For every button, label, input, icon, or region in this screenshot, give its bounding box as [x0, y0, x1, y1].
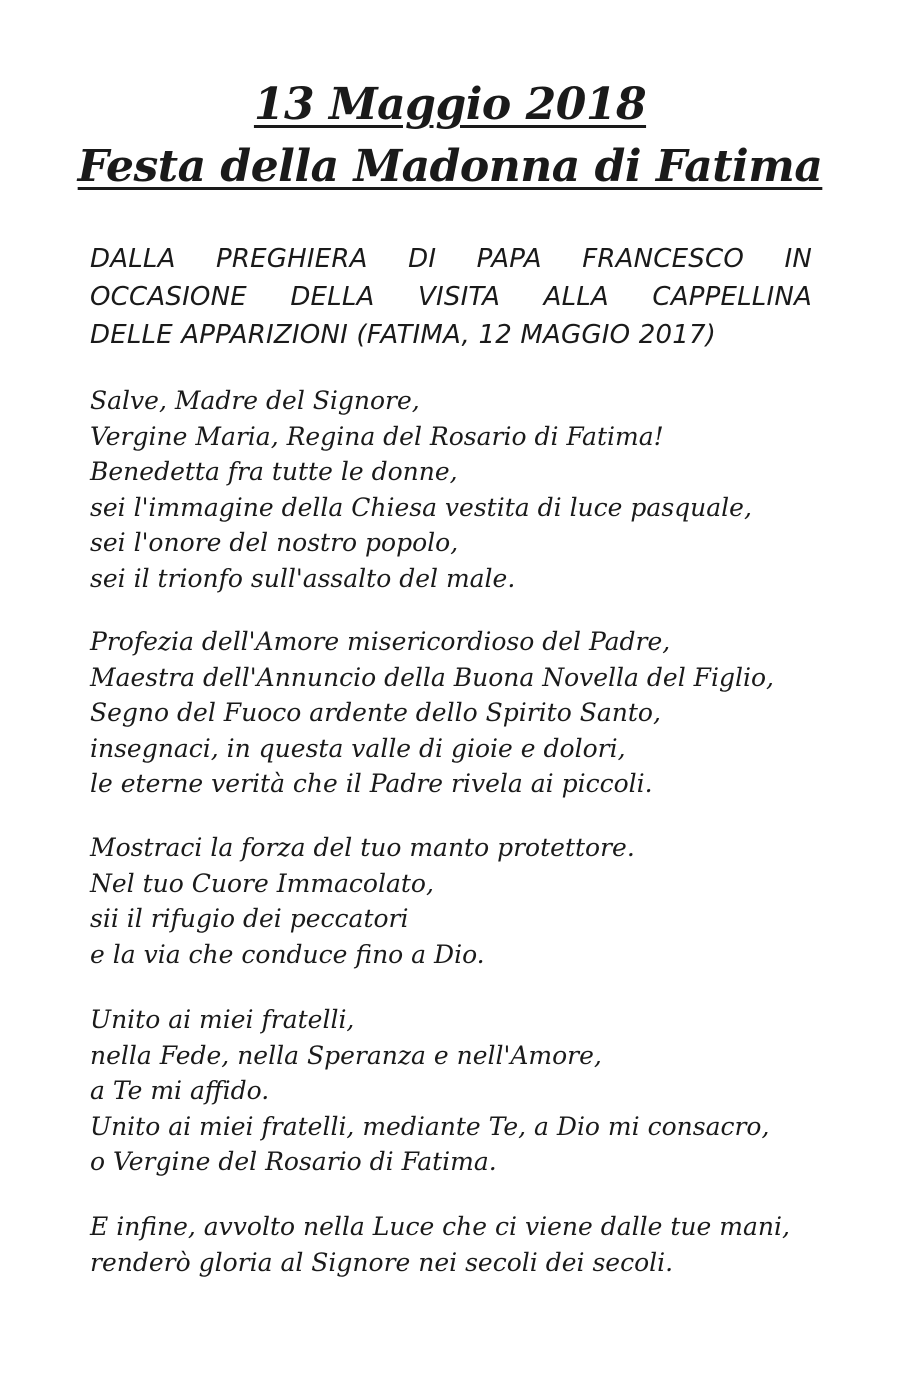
verse-line: sei il trionfo sull'assalto del male. — [90, 563, 516, 593]
verse-line: o Vergine del Rosario di Fatima. — [90, 1147, 497, 1176]
verse-line: Unito ai miei fratelli, — [90, 1005, 355, 1034]
verse-line: Maestra dell'Annuncio della Buona Novella del Figlio, — [90, 662, 774, 692]
verse-line: Nel tuo Cuore Immacolato, — [90, 868, 434, 898]
title-feast: Festa della Madonna di Fatima — [77, 141, 823, 192]
verse-line: Vergine Maria, Regina del Rosario di Fatima! — [90, 421, 664, 451]
prayer-source-heading — [90, 240, 812, 354]
verse-line: a Te mi affido. — [90, 1076, 270, 1105]
verse-line: e la via che conduce fino a Dio. — [90, 939, 485, 969]
subtitle-line: OCCASIONE DELLA VISITA ALLA CAPPELLINA — [90, 282, 812, 312]
verse-line: Salve, Madre del Signore, — [90, 386, 420, 415]
verse-line: Unito ai miei fratelli, mediante Te, a Dio mi consacro, — [90, 1111, 770, 1141]
title-date: 13 Maggio 2018 — [253, 79, 647, 130]
page-title — [0, 74, 900, 198]
verse-line: le eterne verità che il Padre rivela ai piccoli. — [90, 769, 653, 798]
verse-line: sei l'onore del nostro popolo, — [90, 528, 459, 557]
stanza-4 — [90, 1002, 850, 1180]
stanza-1 — [90, 383, 850, 596]
verse-line: renderò gloria al Signore nei secoli dei secoli. — [90, 1247, 674, 1277]
subtitle-line: DELLE APPARIZIONI (FATIMA, 12 MAGGIO 2017) — [90, 320, 717, 350]
stanza-3 — [90, 830, 850, 972]
verse-line: insegnaci, in questa valle di gioie e dolori, — [90, 733, 626, 763]
verse-line: Mostraci la forza del tuo manto protettore. — [90, 833, 635, 862]
verse-line: Segno del Fuoco ardente dello Spirito Santo, — [90, 698, 661, 727]
verse-line: E infine, avvolto nella Luce che ci viene dalle tue mani, — [90, 1212, 790, 1241]
stanza-5 — [90, 1209, 850, 1280]
verse-line: sii il rifugio dei peccatori — [90, 904, 409, 933]
verse-line: Benedetta fra tutte le donne, — [90, 457, 458, 486]
stanza-2 — [90, 624, 850, 802]
verse-line: sei l'immagine della Chiesa vestita di luce pasquale, — [90, 492, 752, 522]
subtitle-line: DALLA PREGHIERA DI PAPA FRANCESCO IN — [90, 244, 812, 274]
verse-line: nella Fede, nella Speranza e nell'Amore, — [90, 1040, 602, 1070]
verse-line: Profezia dell'Amore misericordioso del Padre, — [90, 627, 671, 656]
